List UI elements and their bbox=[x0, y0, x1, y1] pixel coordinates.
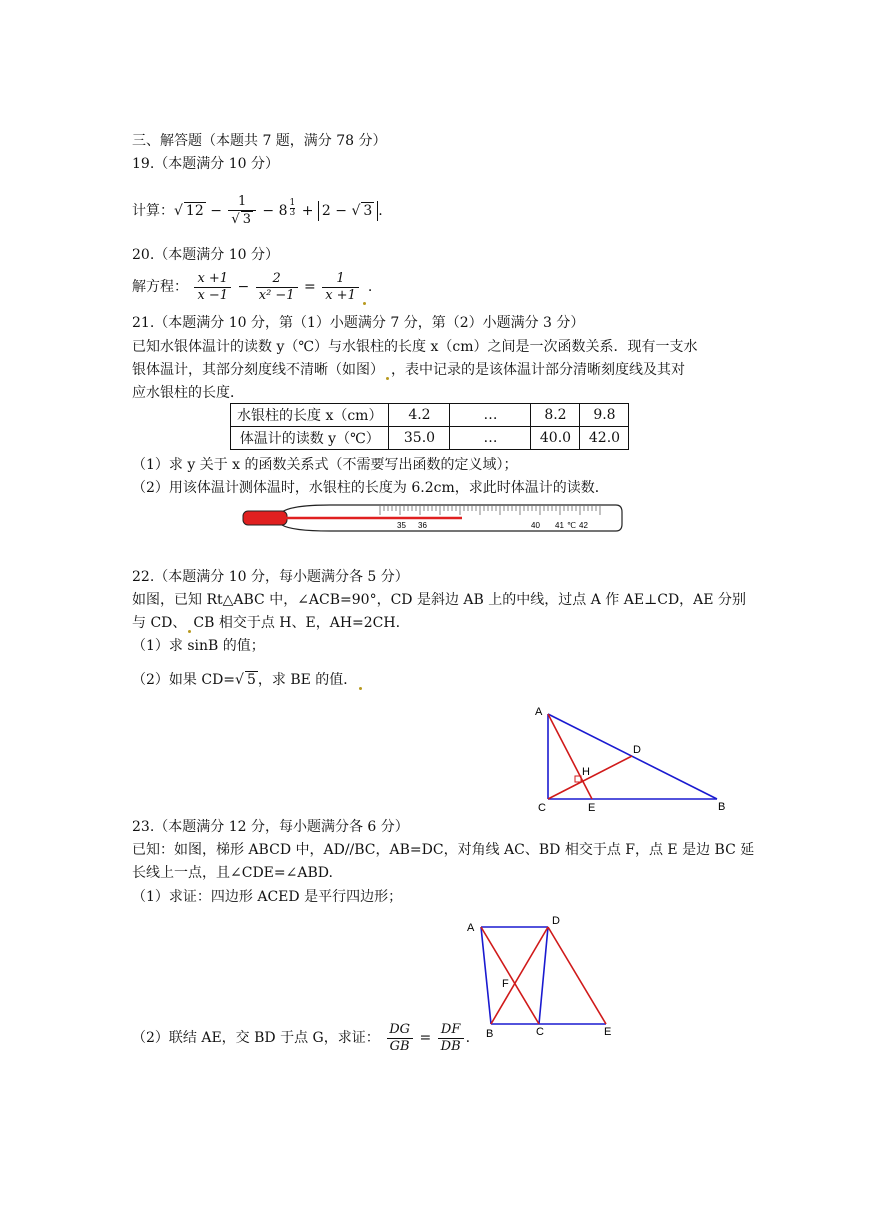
q22-sub2: （2）如果 CD=√ 5 ，求 BE 的值． bbox=[132, 670, 364, 690]
q23-sub2-pre: （2）联结 AE，交 BD 于点 G，求证： bbox=[132, 1030, 380, 1046]
table-cell: 体温计的读数 y（℃） bbox=[231, 427, 389, 450]
q21-sub1: （1）求 y 关于 x 的函数关系式（不需要写出函数的定义域）； bbox=[132, 457, 518, 473]
diagonal-bd bbox=[491, 927, 548, 1024]
q19-minus2: − bbox=[262, 203, 275, 219]
label-d: D bbox=[552, 915, 560, 927]
q19-header: 19.（本题满分 10 分） bbox=[132, 156, 279, 172]
q19-base8: 8 bbox=[278, 203, 288, 219]
q22-sub2-post: ，求 BE 的值． bbox=[257, 672, 358, 688]
q22-sub1: （1）求 sinB 的值； bbox=[132, 638, 265, 654]
q22-sub2-pre: （2）如果 CD= bbox=[132, 672, 236, 688]
table-cell: 8.2 bbox=[531, 404, 580, 427]
label-a: A bbox=[535, 706, 543, 718]
q23-ratio2 bbox=[438, 1022, 464, 1055]
label-e: E bbox=[588, 802, 596, 814]
tick-label-35: 35 bbox=[397, 521, 406, 530]
tick-label-40: 40 bbox=[531, 521, 540, 530]
table-cell: … bbox=[450, 404, 531, 427]
q22-text2a: 与 CD、 bbox=[132, 615, 187, 631]
q23-text1: 已知：如图，梯形 ABCD 中，AD//BC，AB=DC，对角线 AC、BD 相交于点 F，点 E 是边 BC 延 bbox=[132, 842, 755, 858]
table-cell: 4.2 bbox=[389, 404, 450, 427]
q20-f3-den: x +1 bbox=[322, 287, 359, 304]
q23-header: 23.（本题满分 12 分，每小题满分各 6 分） bbox=[132, 819, 409, 835]
q19-abs-a: 2 − bbox=[321, 203, 347, 219]
q23-r1-num: DG bbox=[389, 1021, 410, 1037]
q20-prefix: 解方程： bbox=[132, 279, 188, 295]
q23-r1-den: GB bbox=[387, 1038, 413, 1055]
q23-eq: = bbox=[419, 1030, 432, 1046]
q20-header: 20.（本题满分 10 分） bbox=[132, 247, 279, 263]
q19-minus1: − bbox=[210, 203, 222, 219]
q19-abs-root: 3 bbox=[363, 203, 373, 219]
label-c: C bbox=[536, 1026, 544, 1038]
q20-f1-num: x +1 bbox=[197, 270, 229, 286]
q21-text3: 应水银柱的长度． bbox=[132, 385, 244, 401]
q19-fraction: $\frac{1}{√ 3}$ bbox=[228, 194, 256, 228]
table-cell: 40.0 bbox=[531, 427, 580, 450]
q19-frac-den-root: 3 bbox=[242, 212, 251, 227]
q22-text1: 如图，已知 Rt△ABC 中，∠ACB=90°，CD 是斜边 AB 上的中线，过点 A 作 AE⊥CD，AE 分别 bbox=[132, 592, 746, 608]
table-cell: … bbox=[450, 427, 531, 450]
q19-abs: 2 − √ 3 bbox=[318, 201, 378, 221]
q22-text2b: CB 相交于点 H、E，AH=2CH. bbox=[193, 615, 401, 631]
label-f: F bbox=[502, 978, 509, 990]
q22-sub2-root: 5 bbox=[246, 672, 256, 688]
q19-prefix: 计算： bbox=[132, 203, 174, 219]
q20-minus: − bbox=[237, 279, 250, 295]
q20-f2-num: 2 bbox=[272, 270, 281, 286]
table-cell: 42.0 bbox=[580, 427, 629, 450]
q19-exp-den: 3 bbox=[289, 208, 296, 218]
label-a: A bbox=[467, 922, 475, 934]
q21-text1: 已知水银体温计的读数 y（℃）与水银柱的长度 x（cm）之间是一次函数关系．现有一支水 bbox=[132, 339, 698, 355]
label-c: C bbox=[538, 802, 546, 814]
q20-end: . bbox=[367, 279, 373, 295]
tick-label-41: 41 bbox=[555, 521, 564, 530]
q23-r2-num: DF bbox=[440, 1021, 461, 1037]
label-e: E bbox=[604, 1026, 612, 1038]
q20-f1-den: x −1 bbox=[194, 287, 231, 304]
label-d: D bbox=[633, 744, 641, 756]
q22-header: 22.（本题满分 10 分，每小题满分各 5 分） bbox=[132, 569, 409, 585]
q19-frac-num: 1 bbox=[238, 194, 247, 209]
tick-label-42: 42 bbox=[579, 521, 588, 530]
q19-sqrt12: 12 bbox=[185, 203, 204, 219]
tick-label-36: 36 bbox=[418, 521, 427, 530]
q20-f2-den: x² −1 bbox=[256, 287, 298, 304]
label-b: B bbox=[718, 801, 726, 813]
side-de bbox=[548, 927, 606, 1024]
section-title: 三、解答题（本题共 7 题，满分 78 分） bbox=[132, 133, 387, 149]
q21-text2a: 银体温计，其部分刻度线不清晰（如图） bbox=[132, 362, 384, 378]
q19-end: . bbox=[378, 203, 383, 219]
q23-r2-den: DB bbox=[438, 1038, 464, 1055]
table-cell: 水银柱的长度 x（cm） bbox=[231, 404, 389, 427]
q19-exp-num: 1 bbox=[289, 198, 296, 208]
label-b: B bbox=[486, 1028, 494, 1040]
q23-end: . bbox=[465, 1030, 471, 1046]
q23-ratio1 bbox=[386, 1022, 413, 1055]
q20-eq: = bbox=[304, 279, 316, 295]
q23-text2: 长线上一点，且∠CDE=∠ABD. bbox=[132, 865, 333, 881]
unit-label: ℃ bbox=[567, 521, 576, 530]
q21-sub2: （2）用该体温计测体温时，水银柱的长度为 6.2cm，求此时体温计的读数． bbox=[132, 480, 609, 496]
label-h: H bbox=[582, 766, 590, 778]
table-cell: 35.0 bbox=[389, 427, 450, 450]
q23-sub1: （1）求证：四边形 ACED 是平行四边形； bbox=[132, 889, 403, 905]
q21-header: 21.（本题满分 10 分，第（1）小题满分 7 分，第（2）小题满分 3 分） bbox=[132, 315, 585, 331]
q23-sub2 bbox=[132, 1020, 470, 1056]
q19-expression: 计算：√ 12 − $\frac{1}{√ 3}$ − 8 $\frac{1}{3}$ + 2 − √ 3 . bbox=[132, 194, 383, 227]
q20-f3-num: 1 bbox=[336, 270, 345, 286]
q21-text2b: ，表中记录的是该体温计部分清晰刻度线及其对 bbox=[391, 362, 685, 378]
table-cell: 9.8 bbox=[580, 404, 629, 427]
q19-plus: + bbox=[301, 203, 314, 219]
